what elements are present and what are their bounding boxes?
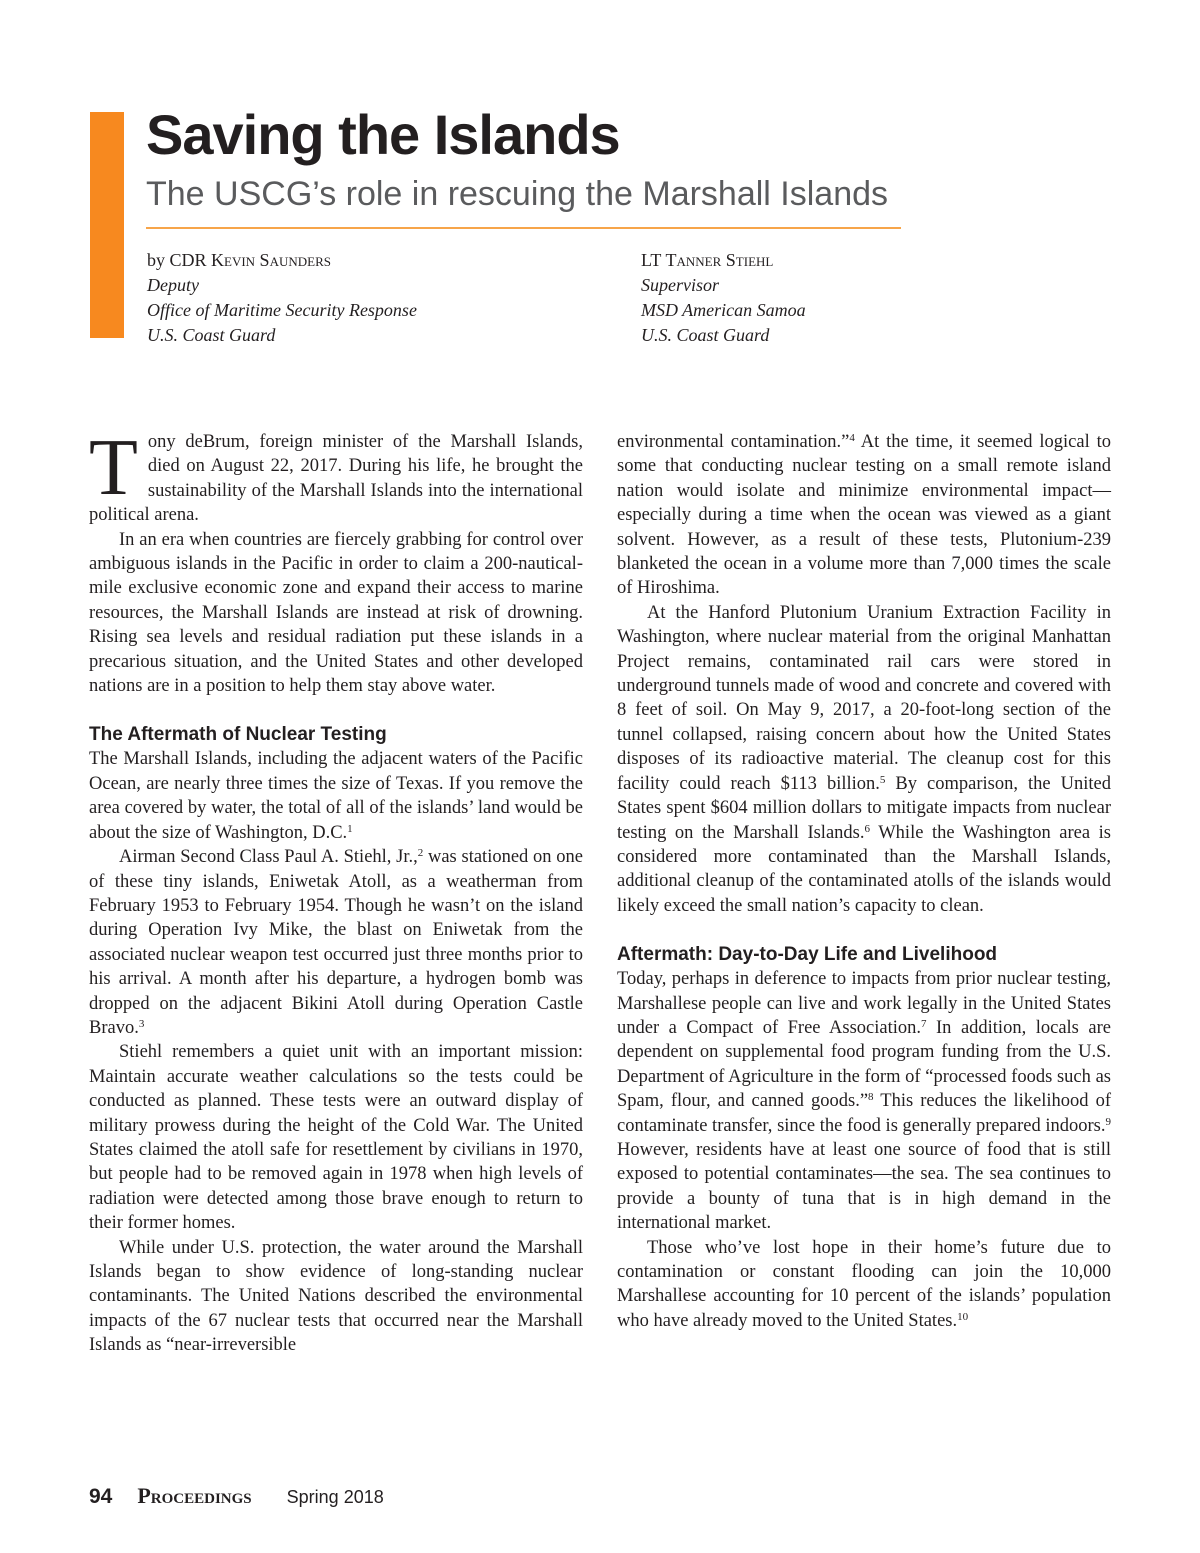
drop-cap: T bbox=[89, 424, 138, 512]
page-title: Saving the Islands bbox=[146, 103, 620, 166]
title-divider bbox=[146, 227, 901, 229]
paragraph-text: ony deBrum, foreign minister of the Marshall Islands, died on August 22, 2017. During his life, he brought the sustainability of the Marshall Islands into the international political arena. bbox=[89, 432, 583, 526]
author-byline-1 bbox=[147, 248, 417, 348]
issue-date: Spring 2018 bbox=[286, 1487, 384, 1507]
author-byline-2 bbox=[641, 248, 806, 348]
author-org: U.S. Coast Guard bbox=[147, 325, 276, 345]
paragraph bbox=[89, 424, 583, 528]
footnote-ref: 4 bbox=[849, 432, 855, 444]
footnote-ref: 9 bbox=[1105, 1115, 1111, 1128]
paragraph-text: However, residents have at least one source of food that is still exposed to potential contaminates—the sea. The sea continues to provide a bounty of tuna that is in high demand in the international market. bbox=[617, 1139, 1111, 1234]
page-footer bbox=[89, 1484, 384, 1509]
paragraph-text: Today, perhaps in deference to impacts from prior nuclear testing, Marshallese people can live and work legally in the United States under a Compact of Free Association. bbox=[617, 969, 1111, 1038]
paragraph-text: By comparison, the United States spent $604 million dollars to mitigate impacts from nuclear testing on the Marshall Islands. bbox=[617, 773, 1111, 843]
author-rank: LT bbox=[641, 250, 662, 270]
article-column-right bbox=[617, 430, 1111, 1333]
footnote-ref: 3 bbox=[138, 1017, 145, 1030]
section-heading: Aftermath: Day-to-Day Life and Livelihood bbox=[617, 944, 998, 966]
footnote-ref: 2 bbox=[417, 847, 424, 860]
paragraph bbox=[617, 601, 1111, 918]
page-subtitle: The USCG’s role in rescuing the Marshall Islands bbox=[146, 175, 889, 213]
paragraph bbox=[89, 747, 583, 845]
author-office: MSD American Samoa bbox=[641, 300, 806, 320]
page-number: 94 bbox=[89, 1485, 113, 1508]
paragraph-text: The Marshall Islands, including the adjacent waters of the Pacific Ocean, are nearly three times the size of Texas. If you remove the area covered by water, the total of all of the islands’ land would be about the size of Washington, D.C. bbox=[89, 749, 583, 843]
paragraph: In an era when countries are fiercely grabbing for control over ambiguous islands in the Pacific in order to claim a 200-nautical-mile exclusive economic zone and expand their access to marine resources, the Marshall Islands are instead at risk of drowning. Rising sea levels and residual radiation put these islands in a precarious situation, and the United States and other developed nations are in a position to help them stay above water. bbox=[89, 529, 583, 697]
section-heading: The Aftermath of Nuclear Testing bbox=[89, 724, 387, 746]
paragraph bbox=[617, 1236, 1111, 1334]
paragraph-text: This reduces the likelihood of contaminate transfer, since the food is generally prepared indoors. bbox=[617, 1091, 1111, 1136]
paragraph-text: At the time, it seemed logical to some that conducting nuclear testing on a small remote island nation would isolate and minimize environmental impact—especially during a time when the ocean was viewed as a giant solvent. However, as a result of these tests, Plutonium-239 blanketed the ocean in a volume more than 7,000 times the scale of Hiroshima. bbox=[617, 432, 1111, 599]
footnote-ref: 1 bbox=[347, 822, 353, 835]
paragraph-text: While the Washington area is considered more contaminated than the Marshall Islands, additional cleanup of the contaminated atolls of the islands would likely exceed the small nation’s capacity to clean. bbox=[617, 822, 1111, 916]
accent-bar bbox=[90, 112, 124, 338]
footnote-ref: 8 bbox=[868, 1091, 874, 1104]
author-name: Tanner Stiehl bbox=[665, 250, 774, 270]
paragraph-text: Airman Second Class Paul A. Stiehl, Jr., bbox=[119, 847, 418, 868]
paragraph bbox=[617, 967, 1111, 1235]
footnote-ref: 5 bbox=[879, 773, 886, 786]
paragraph: Stiehl remembers a quiet unit with an important mission: Maintain accurate weather calculations so the tests could be conducted as planned. These tests were an outward display of military prowess during the height of the Cold War. The United States claimed the atoll safe for resettlement by civilians in 1970, but people had to be removed again in 1978 when high levels of radiation were detected among those brave enough to return to their former homes. bbox=[89, 1042, 583, 1234]
article-column-left bbox=[89, 424, 583, 1358]
paragraph-text: was stationed on one of these tiny islands, Eniwetak Atoll, as a weatherman from February 1953 to February 1954. Though he wasn’t on the island during Operation Ivy Mike, the blast on Eniwetak from the associated nuclear weapon test occurred just three months prior to his arrival. A month after his departure, a hydrogen bomb was dropped on the adjacent Bikini Atoll during Operation Castle Bravo. bbox=[89, 847, 583, 1038]
author-name: Kevin Saunders bbox=[211, 250, 331, 270]
footnote-ref: 7 bbox=[920, 1017, 927, 1030]
author-office: Office of Maritime Security Response bbox=[147, 300, 417, 320]
paragraph-text: environmental contamination.” bbox=[617, 432, 850, 452]
footnote-ref: 6 bbox=[864, 822, 870, 835]
paragraph-text: At the Hanford Plutonium Uranium Extraction Facility in Washington, where nuclear material from the original Manhattan Project remains, contaminated rail cars were stored in underground tunnels made of wood and concrete and covered with 8 feet of soil. On May 9, 2017, a 20-foot-long section of the tunnel collapsed, raising concern about how the United States disposes of its radioactive material. The cleanup cost for this facility could reach $113 billion. bbox=[617, 602, 1111, 794]
paragraph: While under U.S. protection, the water around the Marshall Islands began to show evidence of long-standing nuclear contaminants. The United Nations described the environmental impacts of the 67 nuclear tests that occurred near the Marshall Islands as “near-irreversible bbox=[89, 1237, 583, 1356]
author-org: U.S. Coast Guard bbox=[641, 325, 770, 345]
footnote-ref: 10 bbox=[957, 1310, 969, 1323]
paragraph bbox=[617, 430, 1111, 601]
author-role: Supervisor bbox=[641, 275, 719, 295]
author-role: Deputy bbox=[147, 275, 199, 295]
publication-name: Proceedings bbox=[137, 1483, 252, 1508]
paragraph-text: In addition, locals are dependent on supplemental food program funding from the U.S. Department of Agriculture in the form of “processed foods such as Spam, flour, and canned goods.” bbox=[617, 1017, 1111, 1112]
byline-prefix: by bbox=[147, 250, 170, 270]
author-rank: CDR bbox=[169, 250, 207, 270]
paragraph-text: Those who’ve lost hope in their home’s future due to contamination or constant flooding can join the 10,000 Marshallese accounting for 10 percent of the islands’ population who have already moved to the United States. bbox=[617, 1237, 1111, 1331]
paragraph bbox=[89, 845, 583, 1040]
